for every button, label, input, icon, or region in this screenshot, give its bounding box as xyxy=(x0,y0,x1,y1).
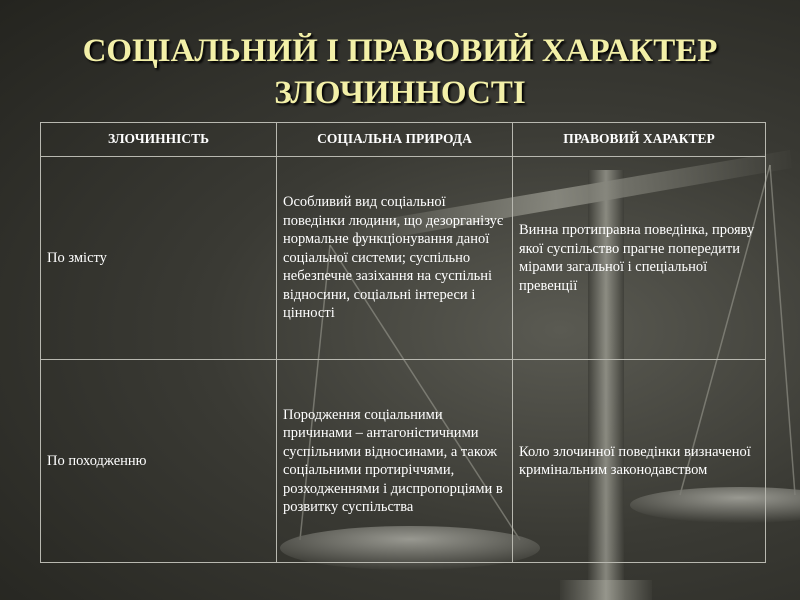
slide-title-line-2: ЗЛОЧИННОСТІ xyxy=(274,75,526,111)
table-row xyxy=(41,157,766,360)
legal-character-cell: Винна протиправна поведінка, прояву якої суспільство прагне попередити мірами загальної і спеціальної превенції xyxy=(513,157,766,360)
header-crime: ЗЛОЧИННІСТЬ xyxy=(41,123,277,157)
table-header-row xyxy=(41,123,766,157)
table-row xyxy=(41,360,766,563)
header-social-nature: СОЦІАЛЬНА ПРИРОДА xyxy=(277,123,513,157)
social-nature-cell: Породження соціальними причинами – антагоністичними суспільними відносинами, а також соціальними протиріччями, розходженнями і диспропорціями в розвитку суспільства xyxy=(277,360,513,563)
row-label: По змісту xyxy=(41,157,277,360)
slide-title-line-1: СОЦІАЛЬНИЙ І ПРАВОВИЙ ХАРАКТЕР xyxy=(82,33,718,69)
row-label: По походженню xyxy=(41,360,277,563)
crime-characteristics-table xyxy=(40,122,766,563)
slide-title xyxy=(0,30,800,114)
legal-character-cell: Коло злочинної поведінки визначеної кримінальним законодавством xyxy=(513,360,766,563)
header-legal-character: ПРАВОВИЙ ХАРАКТЕР xyxy=(513,123,766,157)
social-nature-cell: Особливий вид соціальної поведінки людини, що дезорганізує нормальне функціонування даної соціальної системи; суспільно небезпечне зазіхання на суспільні відносини, соціальні інтереси і цінності xyxy=(277,157,513,360)
